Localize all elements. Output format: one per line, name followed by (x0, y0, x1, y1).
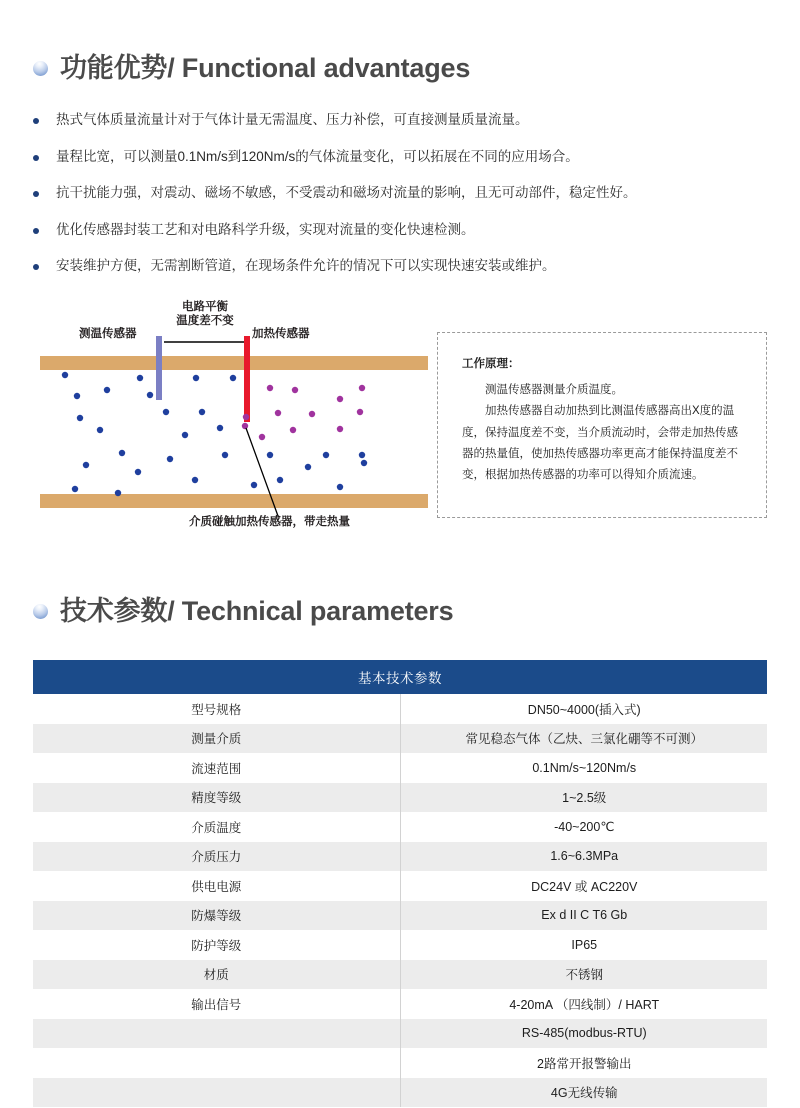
table-row (33, 694, 767, 724)
bullet-dot-icon (33, 228, 39, 234)
table-cell-value: RS-485(modbus-RTU) (400, 1019, 767, 1049)
table-cell-value: -40~200℃ (400, 812, 767, 842)
temperature-sensor-bar (156, 336, 162, 400)
table-cell-value: DN50~4000(插入式) (400, 694, 767, 724)
table-cell-value: 4-20mA （四线制）/ HART (400, 989, 767, 1019)
list-item-text: 安装维护方便，无需割断管道，在现场条件允许的情况下可以实现快速安装或维护。 (56, 258, 556, 274)
section-heading-parameters (33, 598, 453, 625)
table-cell-label (33, 1019, 400, 1049)
table-cell-value: DC24V 或 AC220V (400, 871, 767, 901)
table-cell-label: 测量介质 (33, 724, 400, 754)
table-cell-value: 2路常开报警输出 (400, 1048, 767, 1078)
diagram-label-circuit-balance-line1: 电路平衡 (182, 301, 228, 313)
technical-parameters-table (33, 660, 767, 1107)
diagram-label-circuit-balance (173, 300, 237, 329)
table-cell-value: 不锈钢 (400, 960, 767, 990)
diagram-callout-label: 介质碰触加热传感器，带走热量 (189, 516, 350, 528)
table-cell-label: 型号规格 (33, 694, 400, 724)
table-header-row (33, 660, 767, 694)
table-cell-value: 0.1Nm/s~120Nm/s (400, 753, 767, 783)
working-principle-textbox (437, 332, 767, 518)
table-row (33, 960, 767, 990)
table-cell-label: 输出信号 (33, 989, 400, 1019)
table-row (33, 842, 767, 872)
table-cell-label (33, 1078, 400, 1108)
list-item (33, 220, 773, 240)
list-item-text: 热式气体质量流量计对于气体计量无需温度、压力补偿，可直接测量质量流量。 (56, 112, 529, 127)
bullet-dot-icon (33, 118, 39, 124)
table-cell-label: 防护等级 (33, 930, 400, 960)
advantages-list (33, 110, 773, 293)
working-principle-line-2: 加热传感器自动加热到比测温传感器高出X度的温度，保持温度差不变，当介质流动时，会带走加热传感器的热量值，使加热传感器功率更高才能保持温度差不变，根据加热传感器的功率可以得知介质流速。 (462, 405, 738, 482)
heading-bullet-icon (33, 604, 48, 619)
pipe-wall-top (40, 356, 428, 370)
table-row (33, 783, 767, 813)
working-principle-title: 工作原理： (462, 358, 520, 370)
table-cell-value: IP65 (400, 930, 767, 960)
table-cell-label (33, 1048, 400, 1078)
table-cell-value: 1~2.5级 (400, 783, 767, 813)
list-item (33, 256, 773, 276)
table-body (33, 694, 767, 1107)
diagram-label-temperature-sensor: 测温传感器 (79, 328, 137, 340)
table-row (33, 1048, 767, 1078)
list-item (33, 183, 773, 203)
list-item (33, 110, 773, 130)
list-item-text: 优化传感器封装工艺和对电路科学升级，实现对流量的变化快速检测。 (56, 221, 475, 237)
list-item (33, 147, 773, 167)
section-heading-parameters-label: 技术参数/ Technical parameters (60, 596, 454, 626)
section-heading-advantages-label: 功能优势/ Functional advantages (60, 53, 471, 83)
table-cell-label: 供电电源 (33, 871, 400, 901)
cool-particles (62, 372, 367, 496)
bullet-dot-icon (33, 191, 39, 197)
diagram-label-heating-sensor: 加热传感器 (252, 328, 310, 340)
table-title: 基本技术参数 (33, 660, 767, 694)
table-row (33, 1019, 767, 1049)
table-cell-label: 介质温度 (33, 812, 400, 842)
table-cell-label: 流速范围 (33, 753, 400, 783)
working-principle-line-1: 测温传感器测量介质温度。 (485, 384, 623, 396)
bullet-dot-icon (33, 155, 39, 161)
table-row (33, 812, 767, 842)
list-item-text: 量程比宽，可以测量0.1Nm/s到120Nm/s的气体流量变化，可以拓展在不同的应用场合。 (56, 148, 579, 164)
table-cell-label: 防爆等级 (33, 901, 400, 931)
heading-bullet-icon (33, 61, 48, 76)
table-cell-label: 材质 (33, 960, 400, 990)
section-heading-advantages (33, 55, 470, 82)
table-row (33, 724, 767, 754)
table-row (33, 989, 767, 1019)
diagram-label-circuit-balance-line2: 温度差不变 (176, 315, 234, 328)
heating-sensor-bar (244, 336, 250, 422)
pipe-wall-bottom (40, 494, 428, 508)
table-cell-label: 精度等级 (33, 783, 400, 813)
table-row (33, 1078, 767, 1108)
table-row (33, 901, 767, 931)
table-cell-value: 1.6~6.3MPa (400, 842, 767, 872)
table-row (33, 871, 767, 901)
table-cell-label: 介质压力 (33, 842, 400, 872)
hot-particles (242, 385, 365, 440)
list-item-text: 抗干扰能力强，对震动、磁场不敏感，不受震动和磁场对流量的影响，且无可动部件，稳定性好。 (56, 185, 637, 201)
table-cell-value: Ex d II C T6 Gb (400, 901, 767, 931)
bullet-dot-icon (33, 264, 39, 270)
table-cell-value: 4G无线传输 (400, 1078, 767, 1108)
working-principle-diagram (30, 300, 430, 550)
table-cell-value: 常见稳态气体（乙炔、三氯化硼等不可测） (400, 724, 767, 754)
table-row (33, 753, 767, 783)
table-row (33, 930, 767, 960)
